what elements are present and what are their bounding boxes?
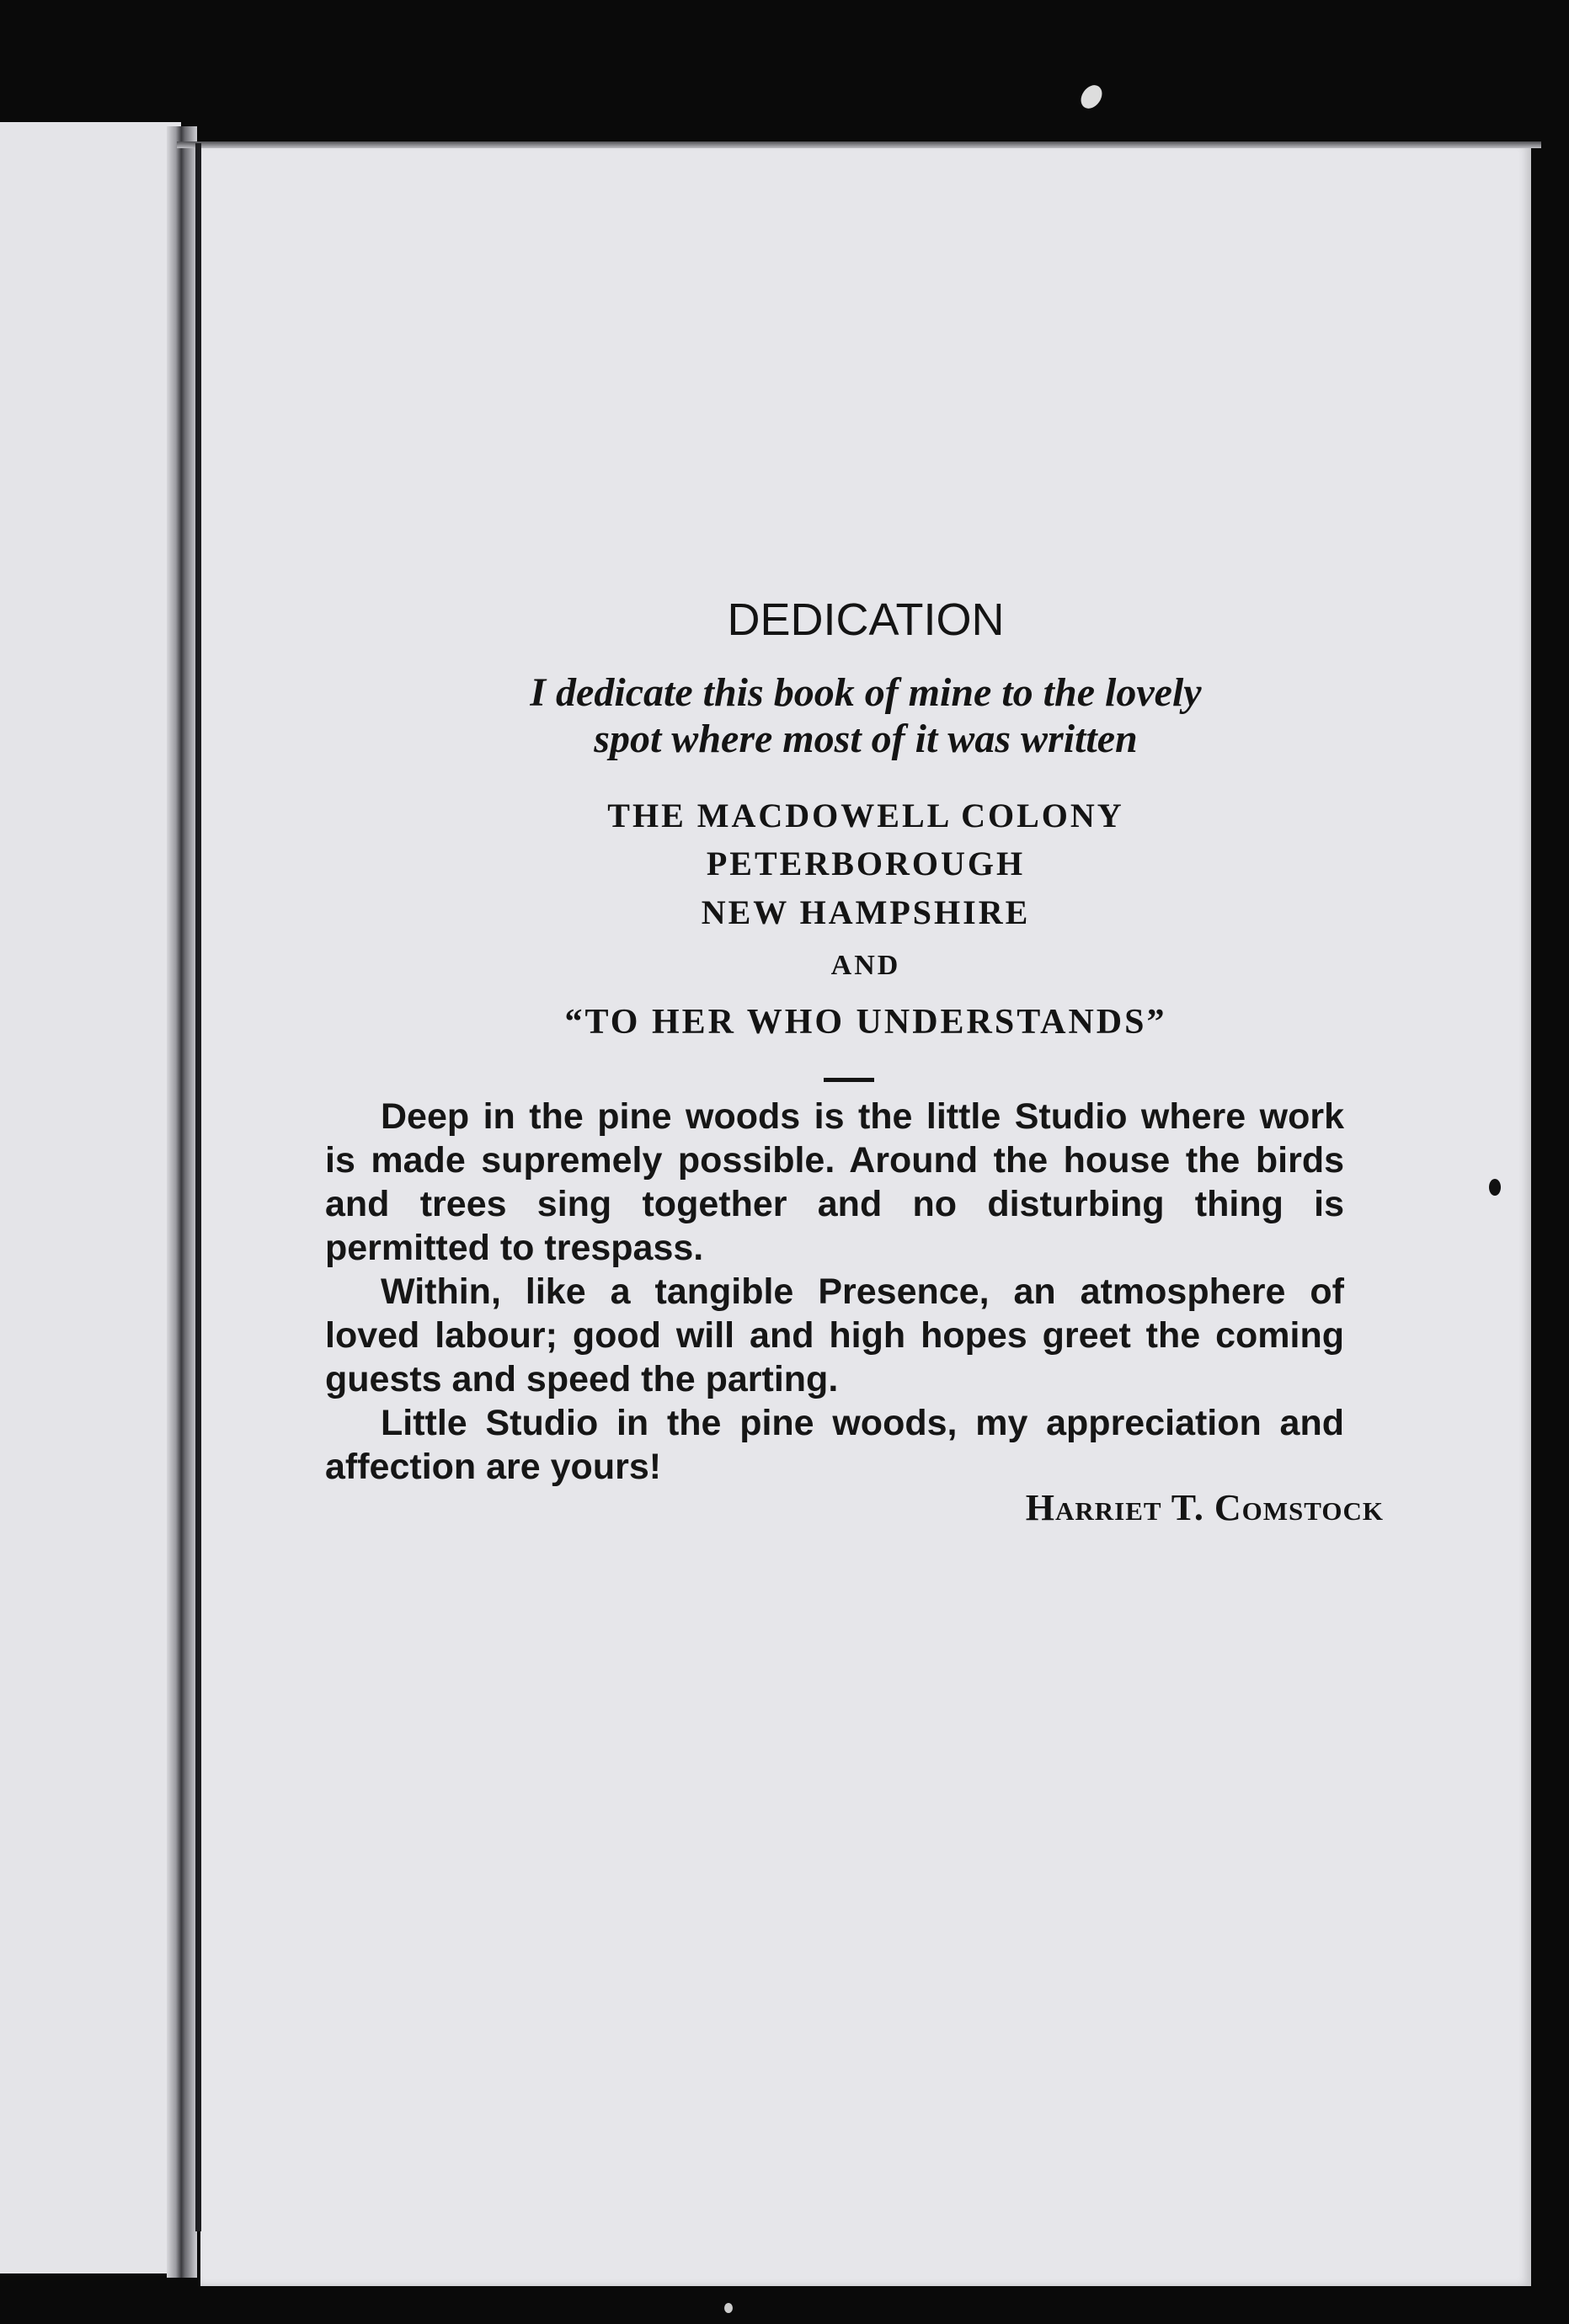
- address-line-3: NEW HAMPSHIRE: [701, 893, 1031, 931]
- separator-dash: [824, 1078, 874, 1082]
- address-line-1: THE MACDOWELL COLONY: [607, 797, 1124, 834]
- dedication-body: [325, 1095, 1344, 1489]
- address-line-2: PETERBOROUGH: [706, 845, 1026, 882]
- quoted-dedication: “TO HER WHO UNDERSTANDS”: [564, 1003, 1167, 1042]
- dust-speck: [724, 2303, 733, 2313]
- author-signature: Harriet T. Comstock: [1025, 1487, 1384, 1528]
- book-gutter: [167, 126, 197, 2278]
- dedication-line-1: I dedicate this book of mine to the lovely: [530, 670, 1202, 715]
- dedication-line-2: spot where most of it was written: [594, 717, 1138, 761]
- page-title: DEDICATION: [727, 594, 1005, 645]
- paragraph-1: Deep in the pine woods is the little Studio where work is made supremely possible. Around the house the birds and trees sing together and no disturbing thing is permitted to trespass.: [325, 1096, 1344, 1268]
- paragraph-3: Little Studio in the pine woods, my appreciation and affection are yours!: [325, 1403, 1344, 1487]
- conjunction: AND: [830, 950, 901, 981]
- dust-speck: [1076, 81, 1106, 112]
- dedication-page: [200, 143, 1531, 2286]
- paragraph-2: Within, like a tangible Presence, an atmosphere of loved labour; good will and high hopes greet the coming guests and speed the parting.: [325, 1271, 1344, 1399]
- left-page-edge: [0, 122, 181, 2273]
